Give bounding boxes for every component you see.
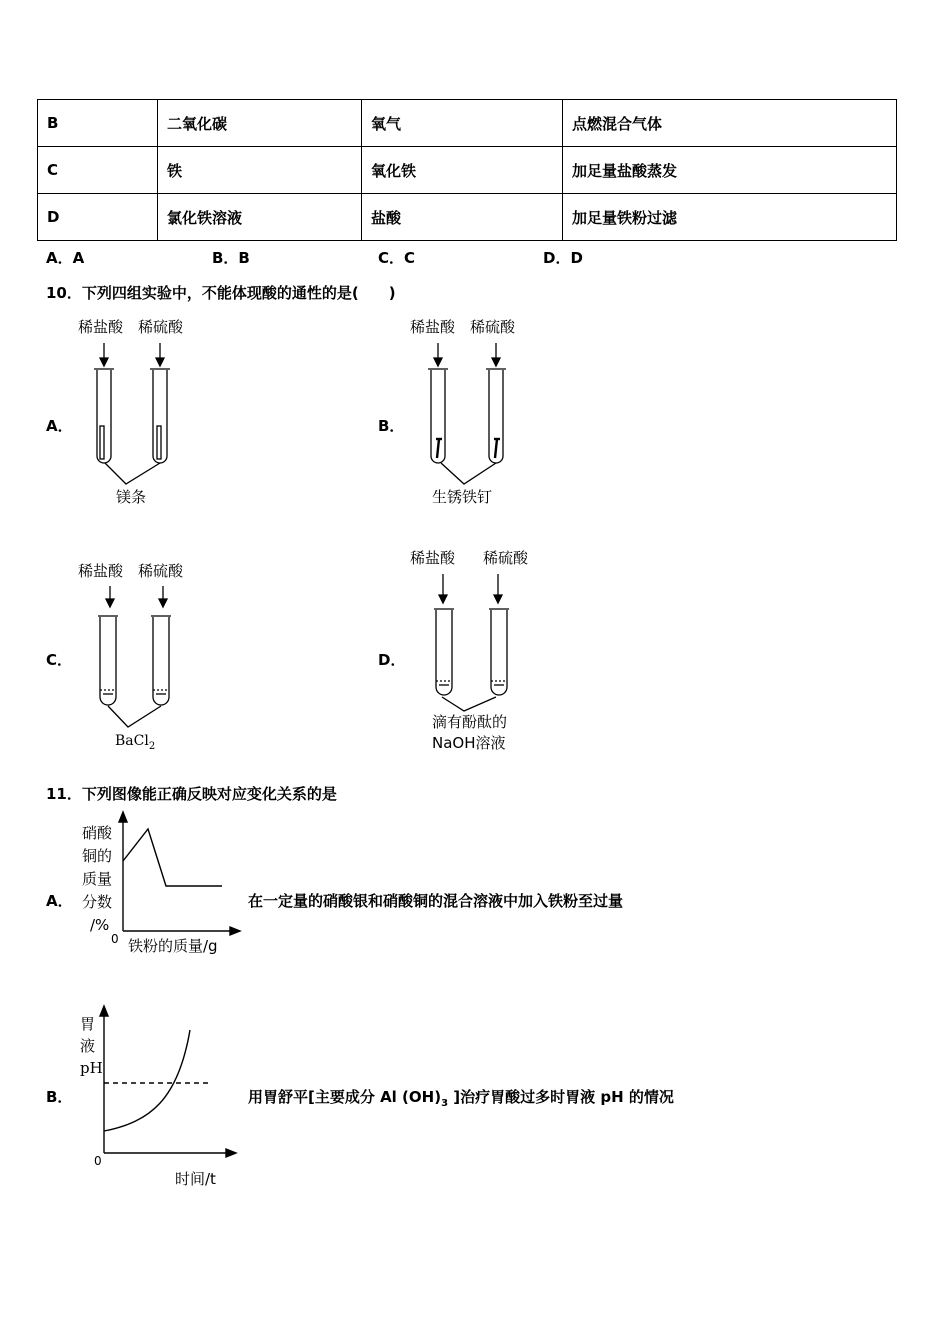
row-substance: 铁 <box>158 147 362 194</box>
acid-label-hcl: 稀盐酸 <box>410 549 456 567</box>
q10-option-a-label: A． <box>46 417 73 435</box>
row-method: 加足量铁粉过滤 <box>563 194 897 241</box>
graph-a-description: 在一定量的硝酸银和硝酸铜的混合溶液中加入铁粉至过量 <box>248 892 624 910</box>
graph-b-desc-pre: 用胃舒平[主要成分 Al (OH) <box>248 1088 442 1106</box>
row-impurity: 盐酸 <box>362 194 563 241</box>
graph-b-description <box>248 1086 674 1109</box>
q10-option-d-label: D． <box>378 651 406 669</box>
reagent-phenolphthalein: 滴有酚酞的 <box>432 713 508 731</box>
acid-label-h2so4: 稀硫酸 <box>138 318 184 336</box>
acid-label-h2so4: 稀硫酸 <box>138 562 184 580</box>
graph-b-x-arrow <box>226 1149 236 1157</box>
graph-b-y-arrow <box>100 1006 108 1016</box>
reagent-naoh: NaOH溶液 <box>432 734 506 752</box>
row-option: D <box>38 194 158 241</box>
q10-option-b-label: B． <box>378 417 405 435</box>
graph-b-ylabel-line: 胃 <box>80 1015 96 1033</box>
q10-option-c-label: C． <box>46 651 73 669</box>
q10-stem: 10．下列四组实验中，不能体现酸的通性的是( ) <box>46 284 396 302</box>
row-method: 点燃混合气体 <box>563 100 897 147</box>
q9-choice-c: C．C <box>378 249 416 267</box>
row-option: C <box>38 147 158 194</box>
acid-label-hcl: 稀盐酸 <box>78 562 124 580</box>
acid-label-hcl: 稀盐酸 <box>78 318 124 336</box>
acid-label-h2so4: 稀硫酸 <box>470 318 516 336</box>
row-impurity: 氧气 <box>362 100 563 147</box>
acid-label-hcl: 稀盐酸 <box>410 318 456 336</box>
row-substance: 二氧化碳 <box>158 100 362 147</box>
graph-a-origin: 0 <box>111 932 119 946</box>
row-substance: 氯化铁溶液 <box>158 194 362 241</box>
reagent-bacl2-main: BaCl <box>115 733 149 749</box>
q9-choice-a: A．A <box>46 249 85 267</box>
row-impurity: 氧化铁 <box>362 147 563 194</box>
graph-a-ylabel-line: 硝酸 <box>82 824 113 842</box>
graph-b-ylabel-line: 液 <box>80 1037 96 1055</box>
graph-b-desc-post: ]治疗胃酸过多时胃液 pH 的情况 <box>448 1088 674 1106</box>
q11-option-a-label: A． <box>46 892 73 910</box>
q9-choice-d: D．D <box>543 249 583 267</box>
graph-b-ylabel-line: pH <box>80 1059 103 1077</box>
q11-option-b-label: B． <box>46 1088 73 1106</box>
reagent-magnesium: 镁条 <box>116 488 147 506</box>
acid-label-h2so4: 稀硫酸 <box>483 549 529 567</box>
graph-a-xlabel: 铁粉的质量/g <box>128 937 218 955</box>
graph-b-xlabel: 时间/t <box>175 1170 216 1188</box>
graph-b-ph-curve <box>104 1030 190 1131</box>
graph-a-ylabel-line: /% <box>90 916 110 934</box>
q9-choice-b: B．B <box>212 249 250 267</box>
q11-stem: 11．下列图像能正确反映对应变化关系的是 <box>46 785 337 803</box>
graph-a-ylabel-line: 质量 <box>82 870 113 888</box>
graph-b-origin: 0 <box>94 1154 102 1168</box>
row-option: B <box>38 100 158 147</box>
reagent-bacl2-subscript: 2 <box>148 740 156 752</box>
graph-b-desc-subscript: 3 <box>441 1098 449 1109</box>
row-method: 加足量盐酸蒸发 <box>563 147 897 194</box>
graph-a-ylabel-line: 分数 <box>82 893 113 911</box>
reagent-rusty-nail: 生锈铁钉 <box>432 488 493 506</box>
graph-a-ylabel-line: 铜的 <box>82 847 113 865</box>
